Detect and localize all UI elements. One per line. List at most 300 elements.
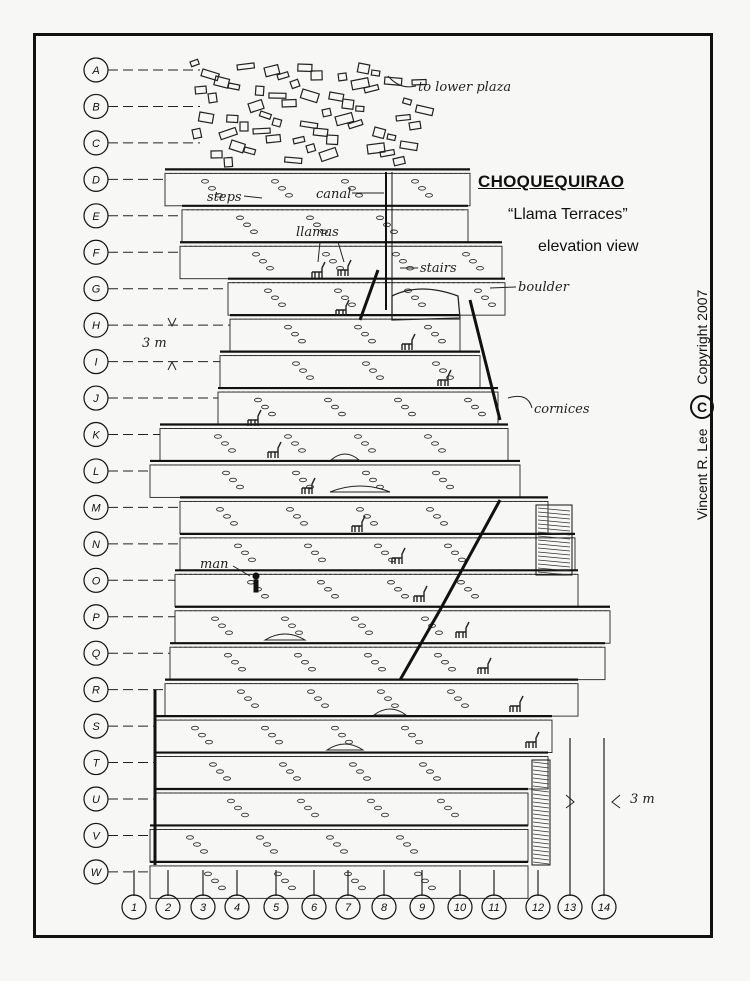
rubble-stone (400, 141, 418, 151)
step-stone (272, 180, 279, 184)
copyright-text: Copyright 2007 (694, 289, 710, 385)
step-stone (228, 799, 235, 803)
row-label-E: E (92, 210, 100, 223)
rock-pile (331, 454, 359, 460)
row-label-S: S (92, 721, 100, 734)
rubble-stone (290, 79, 300, 88)
step-stone (335, 289, 342, 293)
step-stone (362, 332, 369, 336)
step-stone (479, 412, 486, 416)
terrace-wall (155, 720, 552, 752)
step-stone (427, 770, 434, 774)
step-stone (194, 843, 201, 847)
step-stone (397, 836, 404, 840)
row-label-F: F (92, 247, 100, 260)
rubble-stone (409, 121, 421, 130)
terrace-walls (150, 169, 610, 898)
step-stone (342, 296, 349, 300)
rubble-stone (415, 105, 433, 116)
step-stone (412, 180, 419, 184)
step-stone (422, 617, 429, 621)
rubble-stone (393, 157, 405, 166)
step-stone (448, 690, 455, 694)
copyright-symbol: C (690, 395, 714, 419)
step-stone (419, 187, 426, 191)
step-stone (452, 551, 459, 555)
step-stone (425, 435, 432, 439)
row-label-U: U (92, 794, 100, 806)
rubble-stone (367, 143, 385, 154)
col-label-3: 3 (199, 902, 207, 914)
row-label-M: M (91, 502, 101, 515)
step-stone (302, 660, 309, 664)
step-stone (230, 478, 237, 482)
rubble-stone (396, 115, 410, 121)
step-stone (300, 369, 307, 373)
step-stone (409, 412, 416, 416)
rubble-stone (237, 63, 254, 70)
step-stone (371, 522, 378, 526)
rubble-stone (356, 106, 364, 112)
rubble-stone (272, 118, 282, 127)
step-stone (327, 836, 334, 840)
step-stone (312, 551, 319, 555)
step-stone (242, 551, 249, 555)
annotation-steps: steps (207, 190, 242, 205)
terrace-wall (230, 319, 460, 351)
step-stone (286, 194, 293, 198)
step-stone (402, 405, 409, 409)
step-stone (292, 332, 299, 336)
step-stone (388, 581, 395, 585)
step-stone (458, 581, 465, 585)
step-stone (482, 296, 489, 300)
step-stone (412, 296, 419, 300)
step-stone (305, 544, 312, 548)
step-stone (357, 770, 364, 774)
rock-pile (374, 709, 406, 715)
rubble-stone (201, 69, 219, 81)
col-label-10: 10 (453, 902, 467, 914)
rubble-stone (329, 92, 344, 101)
subtitle-view: elevation view (538, 238, 639, 255)
step-stone (372, 660, 379, 664)
rubble-stone (300, 89, 319, 103)
scale-arrows-right (566, 795, 620, 808)
step-stone (225, 653, 232, 657)
step-stone (362, 442, 369, 446)
step-stone (489, 303, 496, 307)
step-stone (440, 369, 447, 373)
step-stone (289, 886, 296, 890)
rubble-stone (300, 121, 318, 129)
col-label-6: 6 (310, 902, 318, 914)
annotation-steps-leader (244, 196, 262, 198)
step-stone (294, 777, 301, 781)
col-label-5: 5 (272, 902, 280, 914)
step-stone (307, 216, 314, 220)
step-stone (231, 522, 238, 526)
step-stone (366, 631, 373, 635)
step-stone (237, 485, 244, 489)
row-label-V: V (92, 830, 100, 843)
rubble-stone (190, 59, 199, 66)
step-stone (325, 398, 332, 402)
rubble-stone (306, 144, 316, 153)
step-stone (296, 631, 303, 635)
rubble-stone (298, 64, 312, 71)
step-stone (299, 449, 306, 453)
terrace-wall (218, 392, 498, 424)
rubble-stone (348, 120, 363, 129)
annotation-stairs: stairs (420, 261, 457, 276)
step-stone (253, 252, 260, 256)
rubble-stone (229, 140, 245, 153)
step-stone (206, 740, 213, 744)
rubble-stone (387, 134, 396, 141)
row-label-A: A (92, 65, 100, 77)
step-stone (378, 690, 385, 694)
terrace-wall (155, 757, 548, 789)
step-stone (411, 850, 418, 854)
step-stone (442, 660, 449, 664)
step-stone (260, 259, 267, 263)
step-stone (382, 551, 389, 555)
step-stone (334, 843, 341, 847)
rubble-stone (198, 112, 213, 123)
step-stone (300, 478, 307, 482)
step-stone (295, 653, 302, 657)
rubble-stone (224, 157, 233, 167)
step-stone (199, 733, 206, 737)
step-stone (475, 289, 482, 293)
row-label-J: J (93, 393, 99, 406)
rubble-stone (208, 93, 217, 103)
step-stone (262, 405, 269, 409)
subtitle: “Llama Terraces” (508, 206, 628, 223)
step-stone (355, 435, 362, 439)
terrace-wall (150, 866, 528, 898)
step-stone (264, 843, 271, 847)
step-stone (339, 733, 346, 737)
column-labels (122, 738, 616, 919)
step-stone (434, 515, 441, 519)
step-stone (459, 558, 466, 562)
rubble-stone (380, 150, 395, 157)
step-stone (377, 376, 384, 380)
step-stone (217, 770, 224, 774)
row-label-O: O (91, 575, 101, 588)
step-stone (425, 325, 432, 329)
row-label-R: R (92, 684, 100, 697)
step-stone (219, 624, 226, 628)
step-stone (375, 544, 382, 548)
step-stone (395, 398, 402, 402)
rubble-top (190, 59, 434, 167)
row-label-K: K (92, 429, 100, 442)
step-stone (242, 813, 249, 817)
step-stone (210, 763, 217, 767)
step-stone (352, 617, 359, 621)
rubble-stone (342, 99, 354, 109)
step-stone (280, 763, 287, 767)
row-label-L: L (92, 465, 100, 478)
col-label-12: 12 (531, 902, 545, 914)
terrace-wall (165, 684, 578, 716)
rubble-stone (228, 83, 240, 90)
step-stone (272, 296, 279, 300)
step-stone (352, 879, 359, 883)
rubble-stone (338, 73, 347, 81)
rubble-stone (269, 93, 286, 98)
step-stone (248, 581, 255, 585)
step-stone (369, 449, 376, 453)
step-stone (455, 697, 462, 701)
step-stone (287, 508, 294, 512)
step-stone (323, 252, 330, 256)
step-stone (364, 777, 371, 781)
step-stone (402, 595, 409, 599)
rock-pile (327, 744, 363, 750)
step-stone (416, 740, 423, 744)
step-stone (363, 362, 370, 366)
rubble-stone (373, 127, 386, 139)
terrace-wall (160, 429, 508, 461)
rubble-stone (322, 108, 331, 117)
row-label-G: G (91, 283, 101, 296)
step-stone (201, 850, 208, 854)
rubble-stone (195, 86, 207, 94)
scale-arrows-left (168, 318, 176, 370)
step-stone (357, 508, 364, 512)
rubble-stone (364, 85, 379, 93)
step-stone (235, 544, 242, 548)
step-stone (341, 850, 348, 854)
rubble-stone (285, 157, 302, 163)
rubble-stone (351, 78, 369, 90)
step-stone (462, 704, 469, 708)
step-stone (452, 813, 459, 817)
step-stone (439, 339, 446, 343)
step-stone (271, 850, 278, 854)
llama-icon (336, 300, 349, 316)
step-stone (252, 704, 259, 708)
step-stone (477, 266, 484, 270)
step-stone (359, 624, 366, 628)
llama-icon (338, 260, 351, 276)
scale-label-right: 3 m (630, 792, 655, 807)
rubble-stone (313, 128, 328, 136)
terrace-wall (155, 793, 528, 825)
rubble-stone (244, 147, 256, 155)
step-stone (255, 398, 262, 402)
rubble-stone (327, 135, 338, 145)
rubble-stone (266, 135, 281, 143)
step-stone (305, 806, 312, 810)
col-label-14: 14 (597, 902, 611, 914)
annotation-cornices-leader (508, 396, 532, 408)
rubble-stone (240, 122, 248, 131)
terrace-wall (175, 611, 610, 643)
step-stone (287, 770, 294, 774)
step-stone (449, 667, 456, 671)
step-stone (332, 595, 339, 599)
step-stone (322, 704, 329, 708)
author-copyright (690, 290, 714, 520)
step-stone (441, 522, 448, 526)
step-stone (365, 653, 372, 657)
step-stone (432, 442, 439, 446)
step-stone (212, 617, 219, 621)
step-stone (289, 624, 296, 628)
step-stone (330, 259, 337, 263)
step-stone (223, 471, 230, 475)
step-stone (232, 660, 239, 664)
step-stone (217, 508, 224, 512)
step-stone (276, 740, 283, 744)
row-label-I: I (94, 356, 98, 369)
terrace-wall (150, 465, 520, 497)
step-stone (363, 471, 370, 475)
step-stone (404, 843, 411, 847)
llama-icon (526, 732, 539, 748)
step-stone (445, 806, 452, 810)
row-label-T: T (92, 757, 100, 770)
step-stone (237, 216, 244, 220)
step-stone (392, 704, 399, 708)
step-stone (385, 697, 392, 701)
step-stone (439, 449, 446, 453)
annotation-man: man (200, 557, 229, 572)
scale-label-left: 3 m (142, 336, 167, 351)
step-stone (434, 777, 441, 781)
step-stone (292, 442, 299, 446)
step-stone (377, 216, 384, 220)
rubble-stone (253, 128, 270, 134)
step-stone (215, 435, 222, 439)
step-stone (285, 435, 292, 439)
step-stone (465, 398, 472, 402)
llama-icon (510, 696, 523, 712)
row-label-W: W (90, 866, 102, 879)
step-stone (309, 667, 316, 671)
step-stone (319, 558, 326, 562)
step-stone (470, 259, 477, 263)
step-stone (239, 667, 246, 671)
step-stone (445, 544, 452, 548)
rubble-stone (211, 151, 222, 158)
terrace-wall (175, 574, 578, 606)
col-label-8: 8 (380, 902, 388, 914)
llama-icon (268, 442, 281, 458)
step-stone (222, 442, 229, 446)
step-stone (375, 806, 382, 810)
step-stone (409, 733, 416, 737)
llama-icon (352, 516, 365, 532)
llama-icon (312, 262, 325, 278)
step-stone (355, 325, 362, 329)
step-stone (262, 726, 269, 730)
step-stone (262, 595, 269, 599)
step-stone (350, 763, 357, 767)
rubble-stone (357, 63, 370, 74)
step-stone (212, 879, 219, 883)
step-stone (279, 187, 286, 191)
llama-icon (478, 658, 491, 674)
step-stone (293, 471, 300, 475)
row-label-B: B (92, 101, 100, 114)
step-stone (339, 412, 346, 416)
step-stone (282, 617, 289, 621)
rubble-stone (282, 100, 296, 107)
rubble-stone (335, 113, 354, 126)
page-title: CHOQUEQUIRAO (478, 172, 625, 191)
row-label-H: H (92, 320, 100, 333)
row-label-Q: Q (91, 648, 101, 661)
step-stone (265, 289, 272, 293)
annotation-boulder: boulder (518, 280, 569, 295)
step-stone (400, 259, 407, 263)
step-stone (235, 806, 242, 810)
step-stone (420, 763, 427, 767)
step-stone (465, 588, 472, 592)
llama-icon (456, 622, 469, 638)
step-stone (224, 777, 231, 781)
diagonal-stairs (360, 270, 500, 680)
step-stone (299, 339, 306, 343)
step-stone (440, 478, 447, 482)
step-stone (219, 886, 226, 890)
step-stone (370, 478, 377, 482)
col-label-1: 1 (130, 902, 138, 914)
step-stone (269, 733, 276, 737)
llama-icon (414, 586, 427, 602)
step-stone (245, 697, 252, 701)
rubble-stone (219, 127, 237, 139)
step-stone (279, 303, 286, 307)
step-stone (251, 230, 258, 234)
step-stone (315, 697, 322, 701)
rubble-stone (319, 147, 338, 161)
step-stone (393, 252, 400, 256)
col-label-4: 4 (233, 902, 241, 914)
step-stone (402, 726, 409, 730)
step-stone (379, 667, 386, 671)
rock-pile (330, 486, 390, 492)
row-label-P: P (92, 611, 100, 624)
rubble-stone (192, 128, 202, 138)
step-stone (395, 588, 402, 592)
row-label-D: D (92, 174, 100, 187)
step-stone (205, 872, 212, 876)
step-stone (415, 872, 422, 876)
step-stone (435, 653, 442, 657)
col-label-11: 11 (488, 902, 500, 914)
step-stone (472, 595, 479, 599)
step-stone (447, 485, 454, 489)
step-stone (433, 471, 440, 475)
step-stone (370, 369, 377, 373)
step-stone (267, 266, 274, 270)
annotation-lower-plaza: to lower plaza (418, 80, 512, 95)
step-stone (325, 588, 332, 592)
step-stone (244, 223, 251, 227)
man-figure (253, 573, 259, 592)
annotation-cornices: cornices (534, 402, 590, 417)
step-stone (419, 303, 426, 307)
step-stone (426, 194, 433, 198)
step-stone (356, 194, 363, 198)
